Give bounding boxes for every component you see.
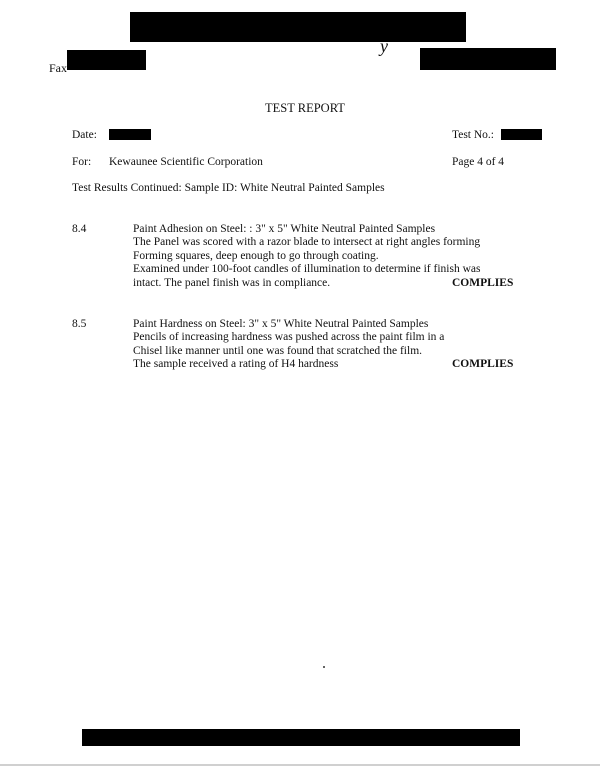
test-no-label: Test No.: — [452, 129, 494, 141]
redacted-date — [109, 129, 151, 140]
scan-speck — [323, 666, 325, 668]
section-line: Chisel like manner until one was found that scratched the film. — [133, 345, 423, 357]
section-line: Pencils of increasing hardness was pushed across the paint film in a — [133, 331, 445, 343]
section-number: 8.4 — [72, 223, 87, 235]
section-line: Forming squares, deep enough to go through coating. — [133, 250, 379, 262]
section-line: Paint Adhesion on Steel: : 3" x 5" White Neutral Painted Samples — [133, 223, 436, 235]
date-label: Date: — [72, 129, 97, 141]
results-line: Test Results Continued: Sample ID: White Neutral Painted Samples — [72, 182, 385, 194]
redacted-test-no — [501, 129, 542, 140]
for-label: For: — [72, 156, 92, 168]
fax-label: Fax — [49, 61, 67, 75]
section-line: intact. The panel finish was in compliance. — [133, 277, 331, 289]
redacted-fax-number — [67, 50, 146, 70]
redacted-footer — [82, 729, 520, 746]
section-line: The sample received a rating of H4 hardness — [133, 358, 339, 370]
client-name: Kewaunee Scientific Corporation — [109, 156, 263, 168]
section-line: Examined under 100-foot candles of illumination to determine if finish was — [133, 263, 481, 275]
redacted-letterhead — [130, 12, 466, 42]
page-edge — [0, 764, 600, 766]
report-title: TEST REPORT — [265, 101, 345, 115]
letterhead-fragment: y — [380, 36, 388, 56]
section-line: The Panel was scored with a razor blade to intersect at right angles forming — [133, 236, 481, 248]
section-line: Paint Hardness on Steel: 3" x 5" White Neutral Painted Samples — [133, 318, 429, 330]
page-number: Page 4 of 4 — [452, 156, 505, 168]
redacted-header-contact — [420, 48, 556, 70]
result-status: COMPLIES — [452, 277, 514, 289]
section-number: 8.5 — [72, 318, 87, 330]
result-status: COMPLIES — [452, 358, 514, 370]
